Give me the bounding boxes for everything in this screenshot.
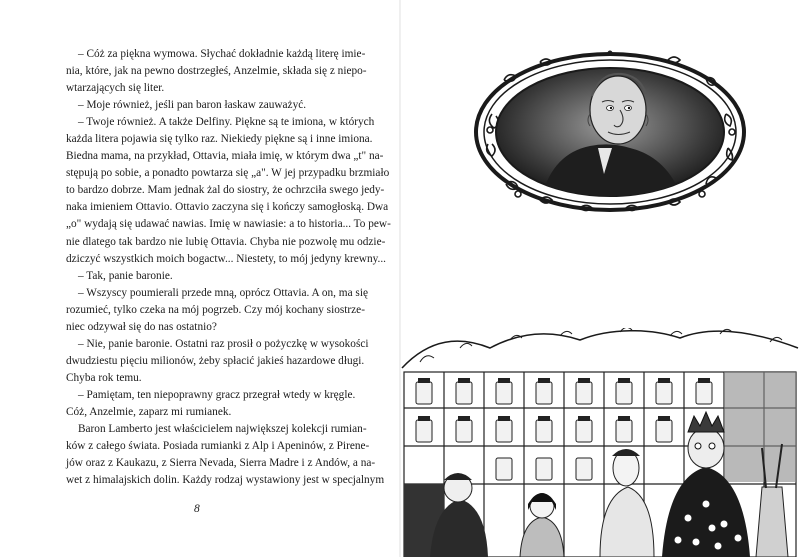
text-line: dziczyć wszystkich moich bogactw... Niestety, to mój jedyny krewny...	[66, 252, 386, 265]
text-line: stępują po sobie, a ponadto powtarza się „a". W jej przypadku brzmiało	[66, 167, 390, 180]
page-number: 8	[194, 503, 200, 515]
text-line: – Nie, panie baronie. Ostatni raz prosił o pożyczkę w wysokości	[78, 337, 369, 350]
text-line: jów oraz z Kaukazu, z Sierra Nevada, Sierra Madre i z Andów, a na-	[66, 457, 376, 470]
text-line: – Wszyscy poumierali przede mną, oprócz Ottavia. A on, ma się	[78, 286, 368, 299]
text-line: dwudziestu pięciu milionów, żeby spłacić jakieś hazardowe długi.	[66, 354, 365, 367]
text-line: nia, które, jak na pewno dostrzegłeś, Anzelmie, składa się z niepo-	[66, 65, 367, 78]
text-line: nie dlatego tak bardzo nie lubię Ottavia. Chyba nie pozwolę mu odzie-	[66, 235, 386, 248]
text-line: Biedna mama, na przykład, Ottavia, miała imię, w którym dwa „t" na-	[66, 150, 384, 163]
text-line: – Moje również, jeśli pan baron łaskaw zauważyć.	[78, 99, 307, 112]
text-line: naka imieniem Ottavio. Ottavio zaczyna się i kończy samogłoską. Dwa	[66, 201, 389, 214]
text-line: ków z całego świata. Posiada rumianki z Alp i Apeninów, z Pirene-	[66, 440, 370, 453]
text-line: Chyba rok temu.	[66, 371, 142, 384]
text-line: Baron Lamberto jest właścicielem największej kolekcji rumian-	[78, 423, 367, 436]
text-line: wet z himalajskich dolin. Każdy rodzaj wystawiony jest w specjalnym	[66, 474, 385, 487]
text-line: – Twoje również. A także Delfiny. Piękne są te imiona, w których	[78, 116, 375, 129]
text-line: niec odzywał się do nas ostatnio?	[66, 320, 217, 333]
body-text	[66, 46, 391, 489]
text-line: to bardzo dobrze. Mam jednak żal do siostry, że ochrzciła swego jedy-	[66, 184, 385, 197]
shop-crowd-illustration-icon	[400, 328, 800, 557]
text-line: wtarzających się liter.	[66, 82, 165, 95]
oval-mirror-portrait-icon	[470, 44, 750, 214]
right-page	[400, 0, 800, 557]
text-line: rozumieć, tylko czeka na mój pogrzeb. Czy mój kochany siostrze-	[66, 303, 365, 316]
text-line: Cóż, Anzelmie, zaparz mi rumianek.	[66, 405, 232, 418]
text-line: każda litera pojawia się tylko raz. Niekiedy piękne są i inne imiona.	[66, 133, 373, 146]
text-line: „o" wydają się udawać nawias. Imię w nawiasie: a to historia... To pew-	[66, 218, 391, 231]
text-line: – Cóż za piękna wymowa. Słychać dokładnie każdą literę imie-	[78, 48, 366, 60]
text-line: – Pamiętam, ten niepoprawny gracz przegrał wtedy w kręgle.	[78, 388, 356, 401]
text-line: – Tak, panie baronie.	[78, 269, 173, 282]
